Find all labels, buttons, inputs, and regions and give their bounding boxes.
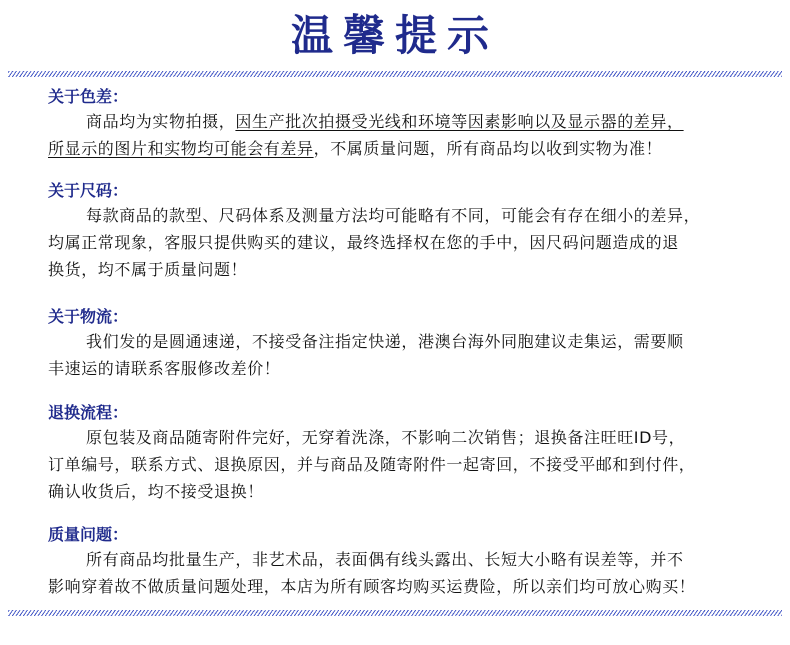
body-line: 我们发的是圆通速递，不接受备注指定快递，港澳台海外同胞建议走集运，需要顺: [86, 332, 684, 351]
body-text-plain: 商品均为实物拍摄，: [86, 112, 236, 131]
body-line: 均属正常现象，客服只提供购买的建议，最终选择权在您的手中，因尺码问题造成的退: [48, 233, 679, 252]
section-heading: 退换流程：: [48, 403, 129, 422]
section-body: [48, 424, 778, 505]
page-title: 温馨提示: [290, 11, 499, 60]
section-color-difference: [48, 86, 778, 162]
body-text-underlined: 因生产批次拍摄受光线和环境等因素影响以及显示器的差异，: [235, 112, 684, 131]
body-line: 每款商品的款型、尺码体系及测量方法均可能略有不同，可能会有存在细小的差异，: [86, 206, 701, 225]
section-body: [48, 202, 778, 283]
body-line: 换货，均不属于质量问题！: [48, 260, 248, 279]
body-line: [48, 108, 778, 135]
bottom-divider: [8, 610, 782, 616]
section-returns-process: [48, 402, 778, 505]
body-line: 影响穿着故不做质量问题处理，本店为所有顾客均购买运费险，所以亲们均可放心购买！: [48, 577, 696, 596]
section-heading: 关于物流：: [48, 307, 129, 326]
section-body: [48, 546, 778, 600]
body-line: 所有商品均批量生产，非艺术品，表面偶有线头露出、长短大小略有误差等，并不: [86, 550, 684, 569]
top-divider: [8, 71, 782, 77]
body-text-underlined: 所显示的图片和实物均可能会有差异: [48, 139, 314, 158]
section-body: [48, 328, 778, 382]
section-heading: 关于尺码：: [48, 181, 129, 200]
section-quality-issues: [48, 524, 778, 600]
body-text-plain: ，不属质量问题，所有商品均以收到实物为准！: [313, 139, 663, 158]
section-body: [48, 108, 778, 162]
body-line: 丰速运的请联系客服修改差价！: [48, 359, 281, 378]
body-line: 确认收货后，均不接受退换！: [48, 482, 264, 501]
body-line: [48, 135, 778, 162]
section-logistics: [48, 306, 778, 382]
body-line: 原包装及商品随寄附件完好，无穿着洗涤，不影响二次销售；退换备注旺旺ID号，: [86, 428, 686, 447]
section-sizing: [48, 180, 778, 283]
section-heading: 质量问题：: [48, 525, 129, 544]
body-line: 订单编号，联系方式、退换原因，并与商品及随寄附件一起寄回，不接受平邮和到付件，: [48, 455, 696, 474]
section-heading: 关于色差：: [48, 87, 129, 106]
